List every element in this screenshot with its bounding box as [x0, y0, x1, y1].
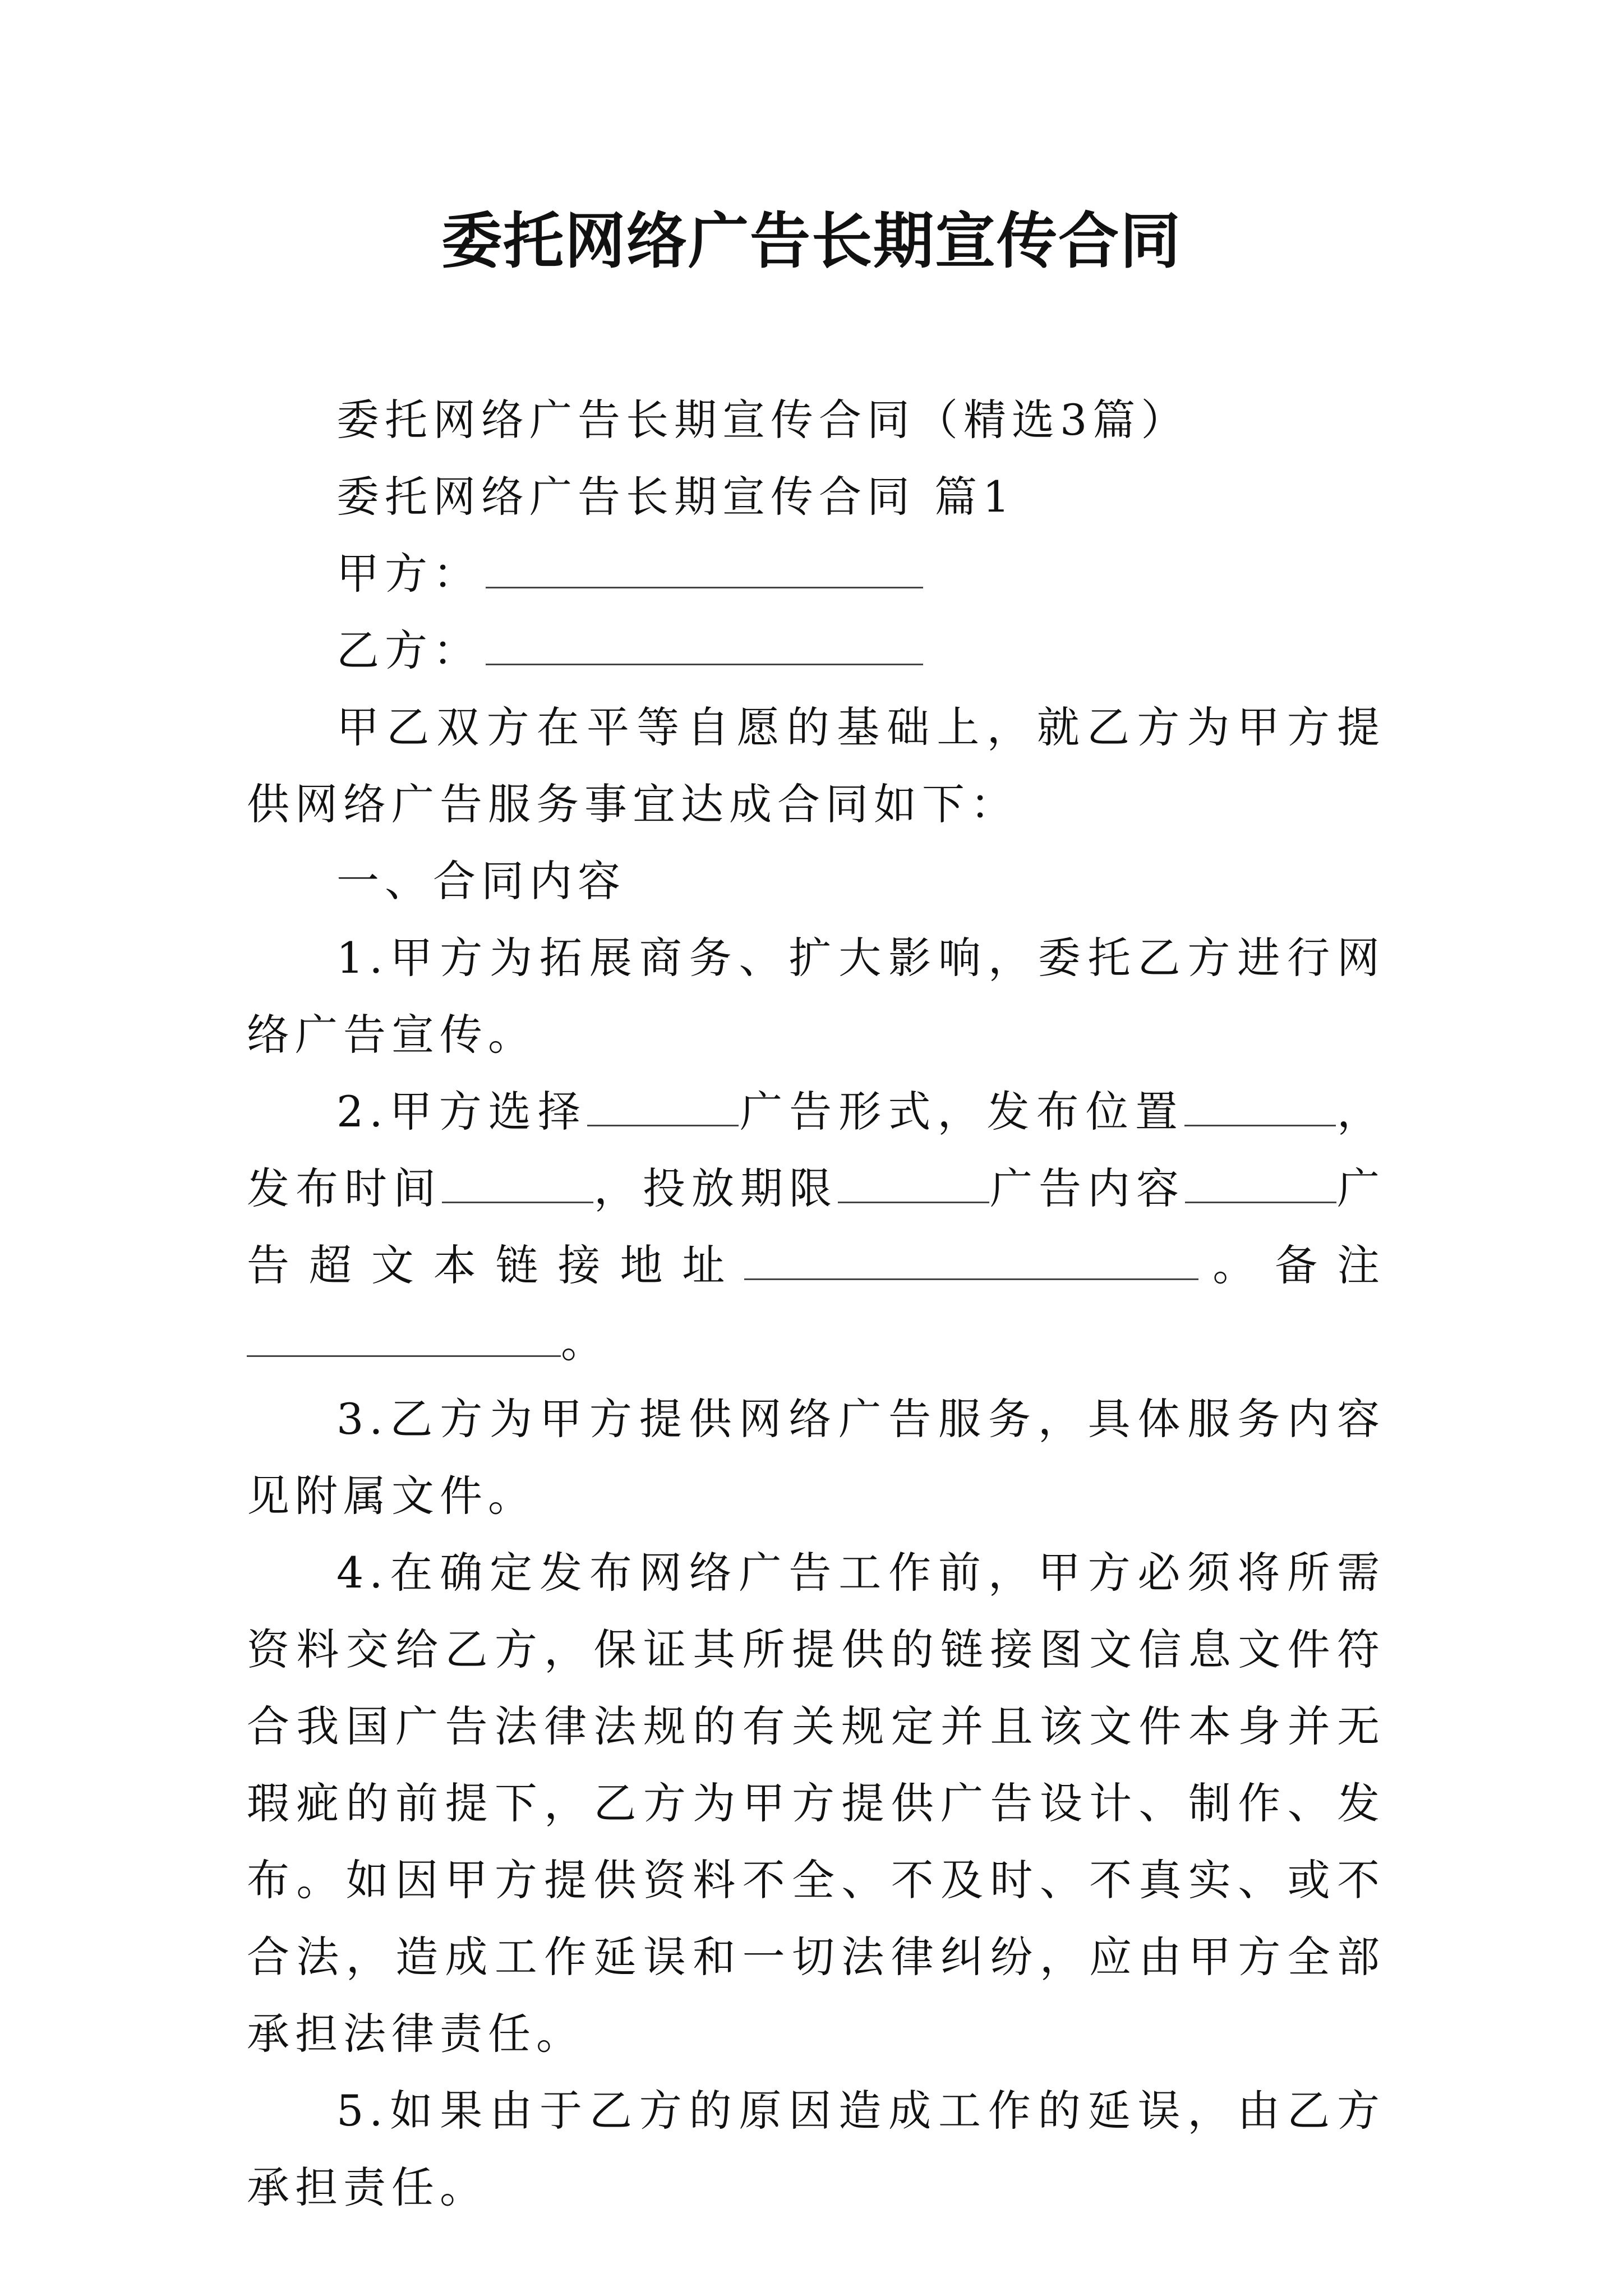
item-1: 1.甲方为拓展商务、扩大影响，委托乙方进行网络广告宣传。: [247, 933, 1385, 1060]
item-2-text: 2.甲方选择: [336, 1087, 587, 1137]
document-body: [247, 381, 1385, 2226]
document-title: 委托网络广告长期宣传合同: [441, 206, 1182, 277]
period-blank: [838, 1166, 989, 1203]
item-3: 3.乙方为甲方提供网络广告服务，具体服务内容见附属文件。: [247, 1394, 1385, 1521]
item-2-text: 广告形式，发布位置: [738, 1087, 1184, 1137]
item-2-text: ，投放期限: [593, 1163, 838, 1213]
party-a-line: [247, 535, 1385, 612]
party-a-blank: [486, 551, 923, 588]
section-heading: 委托网络广告长期宣传合同 篇1: [336, 472, 1016, 522]
item-4: 4.在确定发布网络广告工作前，甲方必须将所需资料交给乙方，保证其所提供的链接图文信息文件符合我国广告法律法规的有关规定并且该文件本身并无瑕疵的前提下，乙方为甲方提供广告设计、制作、发布。如因甲方提供资料不全、不及时、不真实、或不合法，造成工作延误和一切法律纠纷，应由甲方全部承担法律责任。: [247, 1548, 1385, 2059]
content-blank: [1185, 1166, 1336, 1203]
party-a-label: 甲方：: [336, 549, 481, 599]
item-2-text: 广告内容: [989, 1163, 1185, 1213]
link-blank: [744, 1243, 1198, 1280]
document-subtitle: 委托网络广告长期宣传合同（精选3篇）: [336, 395, 1189, 445]
party-b-blank: [486, 628, 923, 665]
time-blank: [442, 1166, 593, 1203]
item-2-text: 。: [561, 1317, 609, 1367]
remark-blank: [247, 1319, 561, 1357]
item-2-text: 广告超文本链接地址: [247, 1163, 1385, 1290]
item-5: 5.如果由于乙方的原因造成工作的延误，由乙方承担责任。: [247, 2086, 1385, 2212]
party-b-line: [247, 612, 1385, 689]
intro-paragraph: 甲乙双方在平等自愿的基础上，就乙方为甲方提供网络广告服务事宜达成合同如下：: [247, 702, 1385, 829]
clause-heading: 一、合同内容: [336, 856, 626, 906]
party-b-label: 乙方：: [336, 625, 481, 675]
ad-form-blank: [587, 1089, 739, 1126]
item-2-text: 。备注: [1198, 1240, 1386, 1290]
position-blank: [1184, 1089, 1336, 1126]
item-2: [247, 1073, 1385, 1381]
item-2-text: ，发布时间: [247, 1087, 1386, 1213]
